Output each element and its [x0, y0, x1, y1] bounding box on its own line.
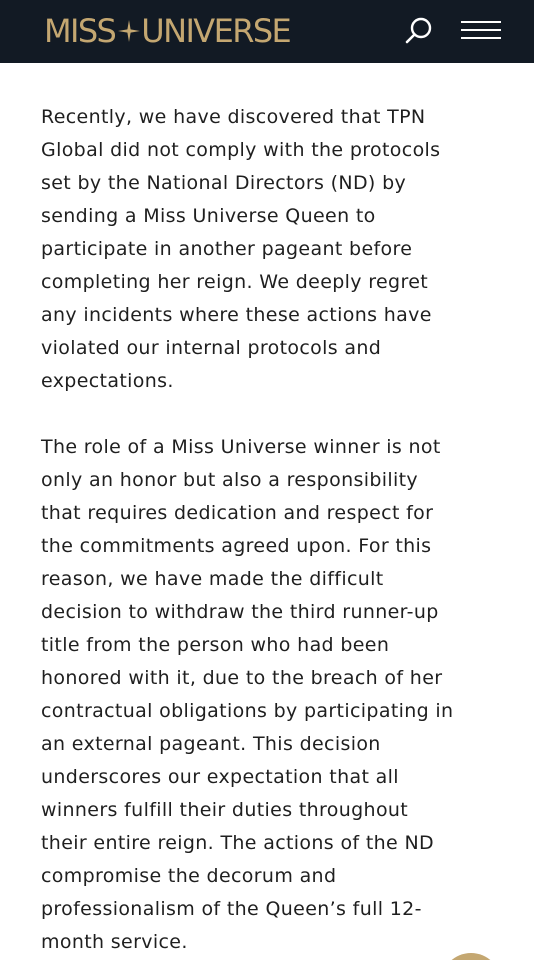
- search-icon: [402, 14, 436, 48]
- paragraph-line: Recently, we have discovered that TPN: [41, 106, 426, 128]
- paragraph-line: compromise the decorum and: [41, 865, 337, 887]
- article-paragraph-2: [41, 431, 501, 959]
- star-icon: [118, 20, 140, 42]
- menu-bar-middle: [461, 29, 501, 31]
- paragraph-line: professionalism of the Queen’s full 12-: [41, 898, 422, 920]
- site-header: [0, 0, 534, 63]
- paragraph-line: their entire reign. The actions of the ND: [41, 832, 435, 854]
- paragraph-line: contractual obligations by participating in: [41, 700, 454, 722]
- paragraph-line: participate in another pageant before: [41, 238, 413, 260]
- paragraph-line: sending a Miss Universe Queen to: [41, 205, 376, 227]
- paragraph-line: completing her reign. We deeply regret: [41, 271, 429, 293]
- paragraph-line: decision to withdraw the third runner-up: [41, 601, 439, 623]
- paragraph-line: the commitments agreed upon. For this: [41, 535, 432, 557]
- logo-word-universe: UNIVERSE: [141, 12, 291, 50]
- paragraph-line: Global did not comply with the protocols: [41, 139, 441, 161]
- paragraph-line: The role of a Miss Universe winner is not: [41, 436, 441, 458]
- paragraph-line: any incidents where these actions have: [41, 304, 432, 326]
- paragraph-line: winners fulfill their duties throughout: [41, 799, 409, 821]
- paragraph-line: only an honor but also a responsibility: [41, 469, 419, 491]
- article-paragraph-1: [41, 101, 501, 398]
- paragraph-line: set by the National Directors (ND) by: [41, 172, 407, 194]
- paragraph-line: honored with it, due to the breach of her: [41, 667, 443, 689]
- menu-bar-bottom: [461, 37, 501, 39]
- paragraph-line: title from the person who had been: [41, 634, 390, 656]
- paragraph-line: expectations.: [41, 370, 174, 392]
- hamburger-menu-button[interactable]: [459, 18, 503, 44]
- paragraph-line: violated our internal protocols and: [41, 337, 382, 359]
- paragraph-line: an external pageant. This decision: [41, 733, 381, 755]
- miss-universe-logo[interactable]: [44, 14, 290, 48]
- search-button[interactable]: [402, 14, 436, 48]
- paragraph-line: reason, we have made the difficult: [41, 568, 384, 590]
- paragraph-line: that requires dedication and respect for: [41, 502, 434, 524]
- logo-word-miss: MISS: [44, 12, 116, 50]
- paragraph-line: underscores our expectation that all: [41, 766, 399, 788]
- paragraph-line: month service.: [41, 931, 188, 953]
- article-body: [41, 101, 501, 959]
- menu-bar-top: [461, 21, 501, 23]
